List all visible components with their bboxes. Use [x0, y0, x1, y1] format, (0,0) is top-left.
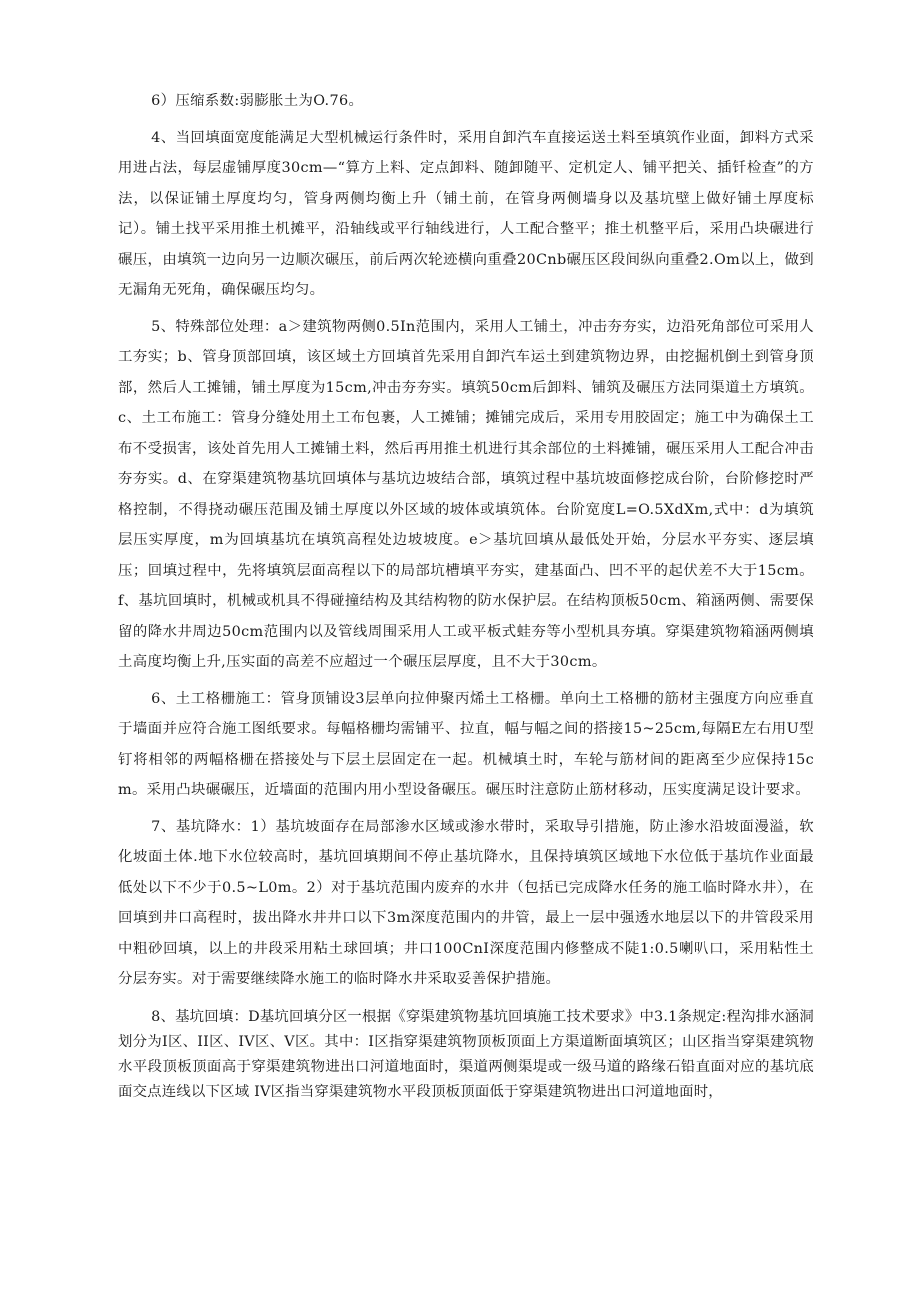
paragraph-pit-backfill: 8、基坑回填：D基坑回填分区一根据《穿渠建筑物基坑回填施工技术要求》中3.1条规定:程沟排水涵洞划分为I区、II区、IV区、V区。其中：I区指穿渠建筑物顶板顶面上方渠道断面填筑区；山区指当穿渠建筑物水平段顶板顶面高于穿渠建筑物进出口河道地面时，渠道两侧渠堤或一级马道的路缘石铅直面对应的基坑底面交点连线以下区域 IV区指当穿渠建筑物水平段顶板顶面低于穿渠建筑物进出口河道地面时，: [118, 1008, 814, 1100]
paragraph-geogrid: 6、土工格栅施工：管身顶铺设3层单向拉伸聚丙烯土工格栅。单向土工格栅的筋材主强度方向应垂直于墙面并应符合施工图纸要求。每幅格栅均需铺平、拉直，幅与幅之间的搭接15~25cm,每隔E左右用U型钉将相邻的两幅格栅在搭接处与下层土层固定在一起。机械填土时，车轮与筋材间的距离至少应保持15cm。采用凸块碾碾压，近墙面的范围内用小型设备碾压。碾压时注意防止筋材移动，压实度满足设计要求。: [118, 690, 814, 798]
paragraph-special-parts: 5、特殊部位处理：a＞建筑物两侧0.5In范围内，采用人工铺土，冲击夯夯实，边沿死角部位可采用人工夯实；b、管身顶部回填，该区域土方回填首先采用自卸汽车运土到建筑物边界，由挖掘机倒土到管身顶部，然后人工摊铺，铺土厚度为15cm,冲击夯夯实。填筑50cm后卸料、铺筑及碾压方法同渠道土方填筑。c、土工布施工：管身分缝处用土工布包裹，人工摊铺；摊铺完成后，采用专用胶固定；施工中为确保土工布不受损害，该处首先用人工摊铺土料，然后再用推土机进行其余部位的土料摊铺，碾压采用人工配合冲击夯夯实。d、在穿渠建筑物基坑回填体与基坑边坡结合部，填筑过程中基坑坡面修挖成台阶，台阶修挖时严格控制，不得挠动碾压范围及铺土厚度以外区域的坡体或填筑体。台阶宽度L=O.5XdXm,式中：d为填筑层压实厚度，m为回填基坑在填筑高程处边坡坡度。e＞基坑回填从最低处开始，分层水平夯实、逐层填压；回填过程中，先将填筑层面高程以下的局部坑槽填平夯实，建基面凸、凹不平的起伏差不大于15cm。f、基坑回填时，机械或机具不得碰撞结构及其结构物的防水保护层。在结构顶板50cm、箱涵两侧、需要保留的降水井周边50cm范围内以及管线周围采用人工或平板式蛙夯等小型机具夯填。穿渠建筑物箱涵两侧填土高度均衡上升,压实面的高差不应超过一个碾压层厚度，且不大于30cm。: [118, 318, 814, 670]
document-body: [118, 86, 814, 1111]
paragraph-backfill-method: 4、当回填面宽度能满足大型机械运行条件时，采用自卸汽车直接运送土料至填筑作业面，卸料方式采用进占法，每层虚铺厚度30cm—“算方上料、定点卸料、随卸随平、定机定人、铺平把关、插钎检查”的方法，以保证铺土厚度均匀，管身两侧均衡上升（铺土前，在管身两侧墙身以及基坑壁上做好铺土厚度标记）。铺土找平采用推土机摊平，沿轴线或平行轴线进行，人工配合整平；推土机整平后，采用凸块碾进行碾压，由填筑一边向另一边顺次碾压，前后两次轮迹横向重叠20Cnb碾压区段间纵向重叠2.Om以上，做到无漏角无死角，确保碾压均匀。: [118, 129, 814, 298]
paragraph-compression-coefficient: 6）压缩系数:弱膨胀土为O.76。: [151, 93, 364, 109]
paragraph-dewatering: 7、基坑降水：1）基坑坡面存在局部渗水区域或渗水带时，采取导引措施，防止渗水沿坡面漫溢，软化坡面土体.地下水位较高时，基坑回填期间不停止基坑降水，且保持填筑区域地下水位低于基坑作业面最低处以下不少于0.5~L0m。2）对于基坑范围内废弃的水井（包括已完成降水任务的施工临时降水井），在回填到井口高程时，拔出降水井井口以下3m深度范围内的井管，最上一层中强透水地层以下的井管段采用中粗砂回填，以上的井段采用粘土球回填；井口100CnI深度范围内修整成不陡1:0.5喇叭口，采用粘性土分层夯实。对于需要继续降水施工的临时降水井采取妥善保护措施。: [118, 818, 814, 987]
